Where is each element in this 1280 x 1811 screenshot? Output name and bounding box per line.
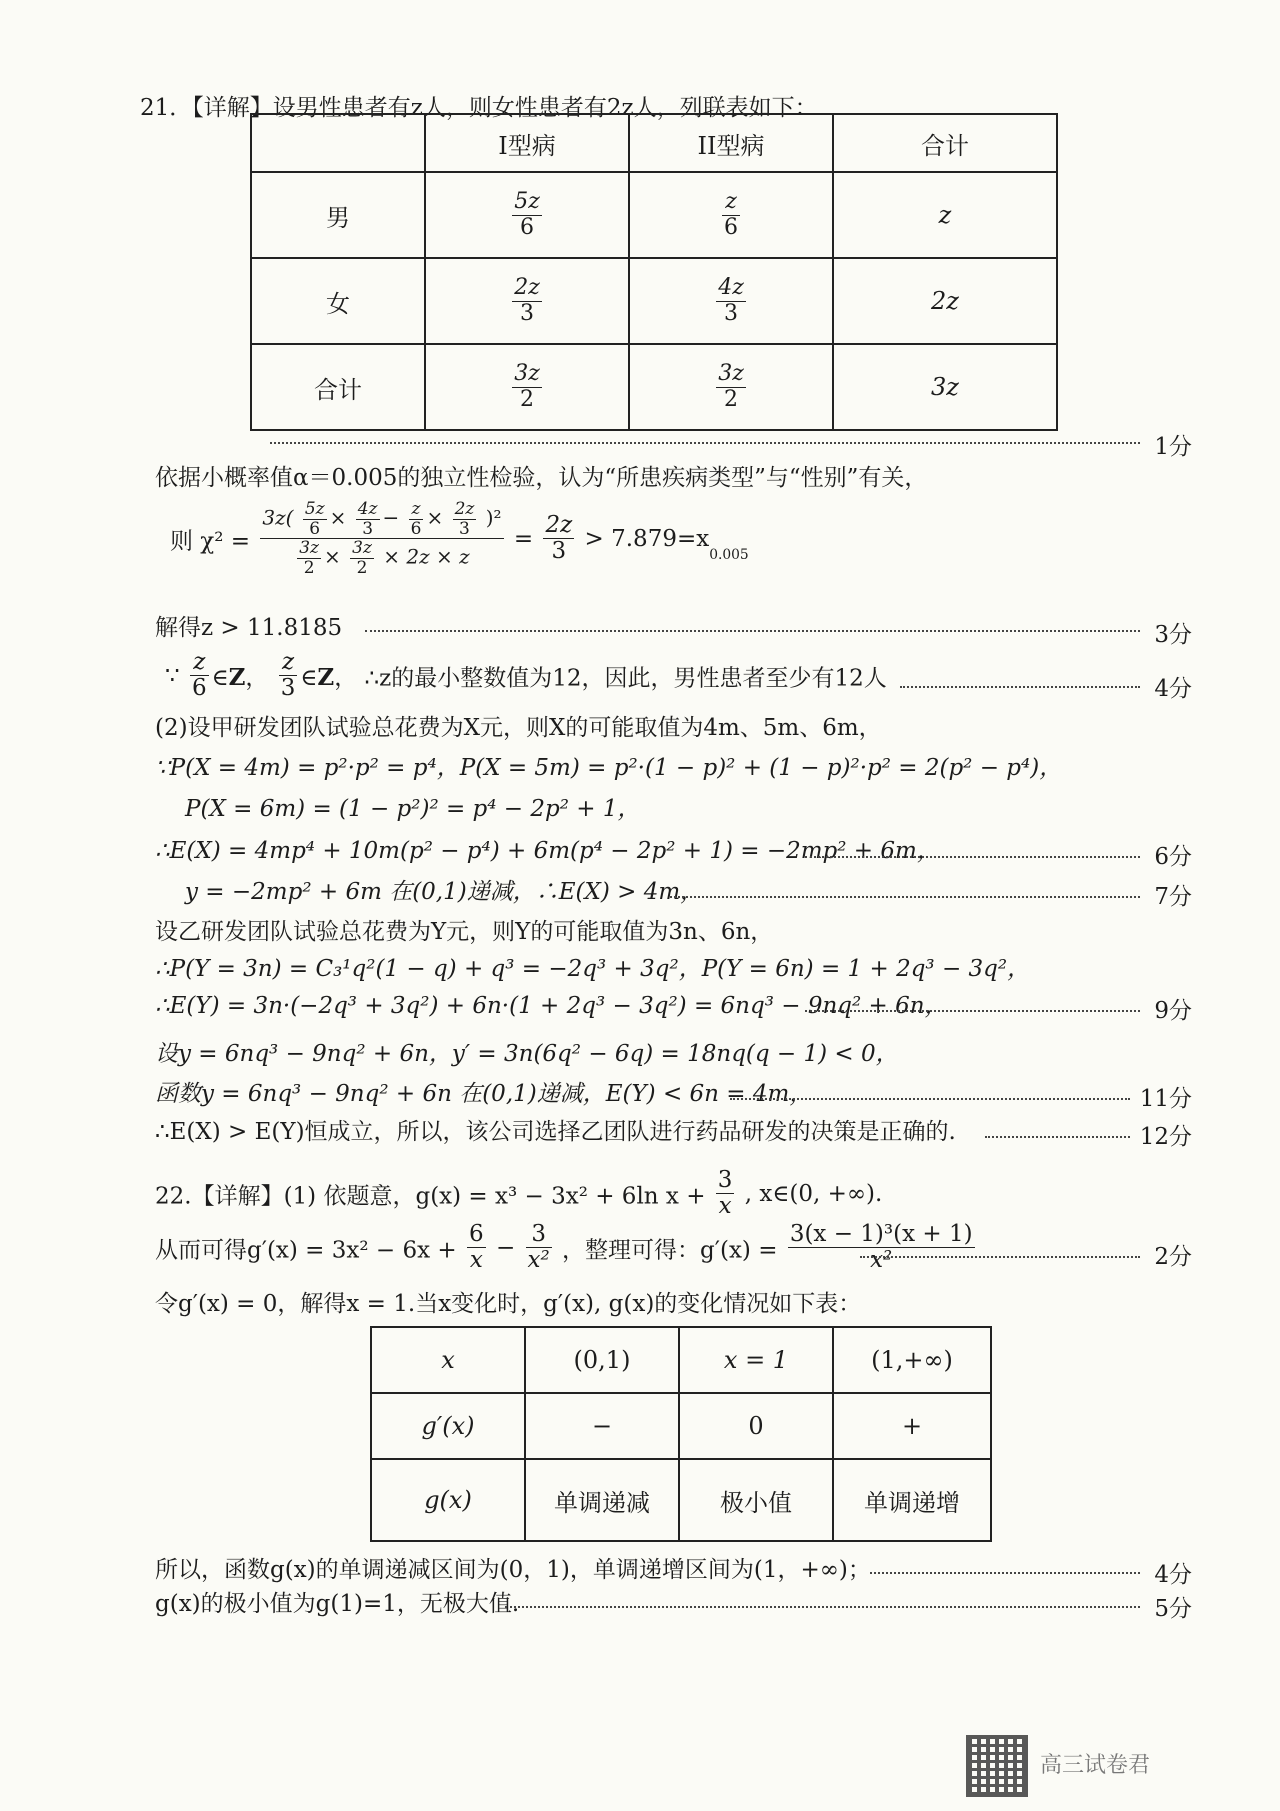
table-cell: $\frac{5z}{6}$: [425, 172, 629, 258]
zero-line: 令g′(x) = 0，解得x = 1.当x变化时，g′(x), g(x)的变化情况如下表：: [155, 1291, 862, 1317]
table-cell: $\frac{3z}{2}$: [425, 344, 629, 430]
p2-line-7: ∴P(Y = 3n) = C₃¹q²(1 − q) + q³ = −2q³ + 3q²，P(Y = 6n) = 1 + 2q³ − 3q²，: [155, 956, 1031, 982]
table-cell: x = 1: [679, 1327, 833, 1393]
score-4: 4分: [1154, 1562, 1192, 1588]
table-cell: 极小值: [679, 1459, 833, 1541]
p2-line-10: 函数y = 6nq³ − 9nq² + 6n 在(0,1)递减，E(Y) < 6n = 4m，: [155, 1081, 813, 1107]
table-cell: $\frac{4z}{3}$: [629, 258, 833, 344]
contingency-table: [250, 113, 1058, 431]
p2-line-4: ∴E(X) = 4mp⁴ + 10m(p² − p⁴) + 6m(p⁴ − 2p² + 1) = −2mp² + 6m，: [155, 838, 940, 864]
score-leader: [805, 856, 1140, 858]
table-row: [371, 1327, 991, 1393]
table-cell: (0,1): [525, 1327, 679, 1393]
score-7: 7分: [1154, 884, 1192, 910]
row-total: 2z: [833, 258, 1057, 344]
score-12: 12分: [1139, 1124, 1192, 1150]
table-header-cell: [251, 114, 425, 172]
score-4: 4分: [1154, 676, 1192, 702]
score-leader: [860, 1256, 1140, 1258]
table-cell: $\frac{z}{6}$: [629, 172, 833, 258]
chi-square-formula: 则 χ² = 3z( $\frac{5z}{6}$ × $\frac{4z}{3}$ − $\frac{z}{6}$ × $\frac{2z}{3}$ )² $\frac{3z}{2}$ × $\frac{3z}{2}$ × 2z × z = $\frac{2z}{3}$ > $7.879=x_{0.005}$: [170, 499, 749, 579]
table-header-cell: 合计: [833, 114, 1057, 172]
p2-line-9: 设y = 6nq³ − 9nq² + 6n，y′ = 3n(6q² − 6q) = 18nq(q − 1) < 0，: [155, 1041, 899, 1067]
p2-line-11: ∴E(X) > E(Y)恒成立，所以，该公司选择乙团队进行药品研发的决策是正确的.: [155, 1119, 956, 1145]
score-leader: [870, 1572, 1140, 1574]
score-5: 5分: [1154, 1596, 1192, 1622]
monotonic-line: 所以，函数g(x)的单调递减区间为(0，1)，单调递增区间为(1，+∞)；: [155, 1557, 871, 1583]
row-label: 男: [251, 172, 425, 258]
solve-line: 解得z > 11.8185: [155, 615, 343, 641]
table-header-cell: I型病: [425, 114, 629, 172]
extreme-line: g(x)的极小值为g(1)=1，无极大值.: [155, 1591, 520, 1617]
row-label: 合计: [251, 344, 425, 430]
table-cell: $\frac{3z}{2}$: [629, 344, 833, 430]
table-cell: $\frac{2z}{3}$: [425, 258, 629, 344]
score-2: 2分: [1154, 1244, 1192, 1270]
score-leader: [985, 1136, 1130, 1138]
table-cell: −: [525, 1393, 679, 1459]
p2-line-3: P(X = 6m) = (1 − p²)² = p⁴ − 2p² + 1，: [185, 796, 641, 822]
row-total: z: [833, 172, 1057, 258]
score-11: 11分: [1139, 1086, 1192, 1112]
score-leader: [805, 1010, 1140, 1012]
score-leader: [900, 686, 1140, 688]
p2-line-8: ∴E(Y) = 3n·(−2q³ + 3q²) + 6n·(1 + 2q³ − 3q²) = 6nq³ − 9nq² + 6n，: [155, 993, 948, 1019]
score-9: 9分: [1154, 998, 1192, 1024]
table-cell: g(x): [371, 1459, 525, 1541]
p2-line-1: (2)设甲研发团队试验总花费为X元，则X的可能取值为4m、5m、6m，: [155, 715, 882, 741]
derivative-line: 从而可得g′(x) = 3x² − 6x + $\frac{6}{x}$ − $\frac{3}{\text{x²}}$ ，整理可得：g′(x) = $\frac{\text{3(x − 1)³(x + 1)}}{\text{x²}}$: [155, 1221, 973, 1274]
p2-line-2: ∵P(X = 4m) = p²·p² = p⁴，P(X = 5m) = p²·(1 − p)² + (1 − p)²·p² = 2(p² − p⁴)，: [155, 755, 1063, 781]
score-leader: [270, 442, 1140, 444]
table-row: [371, 1459, 991, 1541]
score-6: 6分: [1154, 844, 1192, 870]
table-row: [251, 172, 1057, 258]
row-label: 女: [251, 258, 425, 344]
score-leader: [505, 1606, 1140, 1608]
table-row: [251, 344, 1057, 430]
table-header-cell: II型病: [629, 114, 833, 172]
table-cell: +: [833, 1393, 991, 1459]
watermark: 高三试卷君: [1040, 1753, 1151, 1778]
table-cell: x: [371, 1327, 525, 1393]
variation-table: [370, 1326, 992, 1542]
test-statement: 依据小概率值α＝0.005的独立性检验，认为“所患疾病类型”与“性别”有关，: [155, 465, 928, 491]
integer-line: ∵ $\frac{z}{6}$ ∈Z， $\frac{z}{3}$ ∈Z， ∴z的最小整数值为12，因此，男性患者至少有12人: [165, 649, 887, 702]
score-leader: [670, 896, 1140, 898]
table-cell: 单调递减: [525, 1459, 679, 1541]
q21-intro: 21．【详解】设男性患者有z人，则女性患者有2z人，列联表如下：: [140, 95, 818, 121]
q22-intro: 22.【详解】(1) 依题意，g(x) = x³ − 3x² + 6ln x + $\frac{3}{x}$ , x∈(0, +∞).: [155, 1167, 883, 1220]
table-cell: 单调递增: [833, 1459, 991, 1541]
p2-line-5: y = −2mp² + 6m 在(0,1)递减，∴E(X) > 4m，: [185, 879, 704, 905]
score-leader: [730, 1098, 1130, 1100]
table-header-row: [251, 114, 1057, 172]
p2-line-6: 设乙研发团队试验总花费为Y元，则Y的可能取值为3n、6n，: [155, 919, 774, 945]
score-leader: [365, 630, 1140, 632]
row-total: 3z: [833, 344, 1057, 430]
score-1: 1分: [1154, 434, 1192, 460]
table-row: [371, 1393, 991, 1459]
table-cell: g′(x): [371, 1393, 525, 1459]
table-row: [251, 258, 1057, 344]
qr-code-icon: [966, 1735, 1028, 1797]
table-cell: 0: [679, 1393, 833, 1459]
table-cell: (1,+∞): [833, 1327, 991, 1393]
score-3: 3分: [1154, 622, 1192, 648]
